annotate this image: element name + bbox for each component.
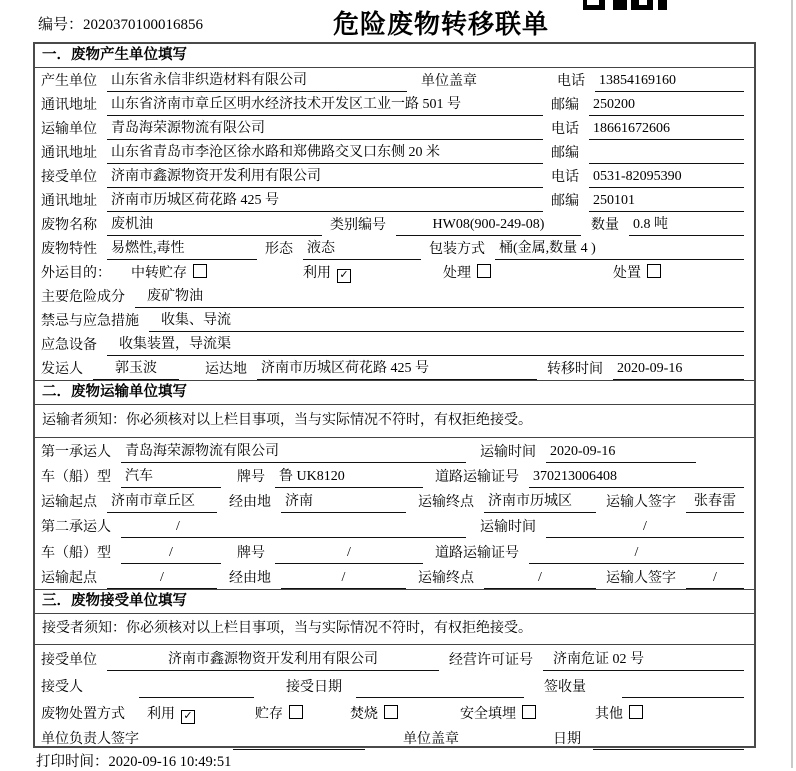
end1-label: 运输终点 [418,495,474,510]
row-carrier2 [35,513,754,538]
plate2-value: / [275,543,423,564]
checkbox-disposal-storage [289,705,303,719]
purpose-option-treatment [443,264,613,284]
time2-label: 运输时间 [480,520,536,535]
person-label: 接受人 [41,680,83,695]
purpose-option-transfer-storage [131,264,303,284]
sign1-label: 运输人签字 [606,495,676,510]
carrier1-label: 第一承运人 [41,445,111,460]
end1-value: 济南市历城区 [484,492,596,513]
equip-value: 收集装置，导流渠 [107,335,744,356]
section2-notice: 运输者须知：你必须核对以上栏目事项，当与实际情况不符时，有权拒绝接受。 [35,405,754,438]
transfer-time-value: 2020-09-16 [613,359,744,380]
cert1-label: 道路运输证号 [435,470,519,485]
checkbox-disposal-other [629,705,643,719]
zip3-label: 邮编 [551,194,579,209]
unit-label: 接受单位 [41,653,97,668]
dest-label: 运达地 [205,362,247,377]
serial-number [38,13,203,34]
waste-name-value: 废机油 [107,215,322,236]
option-label: 处置 [613,266,641,281]
qr-code-fragment-icon [583,0,667,10]
phone2-value: 18661672606 [589,119,744,140]
vtype2-value: / [121,543,221,564]
transfer-time-label: 转移时间 [547,362,603,377]
section3-notice: 接受者须知：你必须核对以上栏目事项，当与实际情况不符时，有权拒绝接受。 [35,614,754,645]
option-label: 利用 [147,707,175,722]
time2-value: / [546,517,744,538]
end2-label: 运输终点 [418,571,474,586]
disposal-option-landfill [460,705,595,725]
row-route1 [35,488,754,513]
cert2-value: / [529,543,744,564]
date2-label: 日期 [553,732,581,747]
scan-edge-line [791,0,793,768]
start2-value: / [107,568,217,589]
serial-value: 2020370100016856 [83,17,204,33]
qty-label: 数量 [591,218,619,233]
row-dispatch [35,356,754,380]
form-label: 形态 [265,242,293,257]
manager-sign-value [233,749,365,750]
manifest-table [33,42,756,748]
carrier2-value: / [121,517,466,538]
sign2-label: 运输人签字 [606,571,676,586]
dispatcher-label: 发运人 [41,362,83,377]
via2-value: / [281,568,406,589]
section3-title: 三．废物接受单位填写 [35,589,754,614]
row-disposal-method [35,698,754,725]
form-value: 液态 [303,239,421,260]
equip-label: 应急设备 [41,338,97,353]
transporter-value: 青岛海荣源物流有限公司 [107,119,543,140]
hazard-label: 主要危险成分 [41,290,125,305]
disposal-option-incineration [350,705,460,725]
row-carrier1 [35,438,754,463]
via1-value: 济南 [281,492,406,513]
print-time-label: 打印时间： [36,754,109,770]
vtype1-label: 车（船）型 [41,470,111,485]
date2-value [593,749,744,750]
start1-value: 济南市章丘区 [107,492,217,513]
zip1-label: 邮编 [551,98,579,113]
row-producer [35,68,754,92]
purpose-option-reuse [303,264,443,284]
receiver-value: 济南市鑫源物资开发利用有限公司 [107,167,543,188]
row-address1 [35,92,754,116]
waste-name-label: 废物名称 [41,218,97,233]
disposal-option-reuse [147,705,255,725]
section2-title: 二．废物运输单位填写 [35,380,754,405]
row-transporter [35,116,754,140]
time1-value: 2020-09-16 [546,442,696,463]
option-label: 其他 [595,707,623,722]
addr1-value: 山东省济南市章丘区明水经济技术开发区工业一路 501 号 [107,95,543,116]
phone1-label: 电话 [557,74,585,89]
sign1-value: 张春雷 [686,492,744,513]
plate1-value: 鲁 UK8120 [275,467,423,488]
purpose-option-disposal [613,264,661,284]
transporter-label: 运输单位 [41,122,97,137]
start2-label: 运输起点 [41,571,97,586]
disposal-option-other [595,705,643,725]
row-vehicle1 [35,463,754,488]
phone1-value: 13854169160 [595,71,744,92]
pack-label: 包装方式 [429,242,485,257]
zip3-value: 250101 [589,191,744,212]
section1-title: 一．废物产生单位填写 [35,44,754,68]
purpose-label: 外运目的： [41,266,111,281]
cert1-value: 370213006408 [529,467,744,488]
checkbox-reuse: ✓ [337,269,351,283]
checkbox-disposal [647,264,661,278]
time1-label: 运输时间 [480,445,536,460]
producer-value: 山东省永信非织造材料有限公司 [107,71,407,92]
checkbox-disposal-reuse: ✓ [181,710,195,724]
pack-value: 桶(金属,数量 4 ) [495,239,744,260]
row-manager-sign [35,725,754,750]
row-purpose [35,260,754,284]
unit-seal-label: 单位盖章 [403,732,459,747]
qty-value: 0.8 吨 [629,215,744,236]
addr2-value: 山东省青岛市李沧区徐水路和郑佛路交叉口东侧 20 米 [107,143,543,164]
row-emergency-equipment [35,332,754,356]
row-waste-traits [35,236,754,260]
plate1-label: 牌号 [237,470,265,485]
producer-label: 产生单位 [41,74,97,89]
start1-label: 运输起点 [41,495,97,510]
row-address2 [35,140,754,164]
end2-value: / [484,568,596,589]
option-label: 焚烧 [350,707,378,722]
sign2-value: / [686,568,744,589]
carrier1-value: 青岛海荣源物流有限公司 [121,442,466,463]
option-label: 中转贮存 [131,266,187,281]
row-receive-person [35,671,754,698]
serial-label: 编号： [38,17,84,33]
dispatcher-value: 郭玉波 [93,359,179,380]
row-address3 [35,188,754,212]
code-label: 类别编号 [330,218,386,233]
row-waste-name [35,212,754,236]
traits-label: 废物特性 [41,242,97,257]
carrier2-label: 第二承运人 [41,520,111,535]
date-label: 接受日期 [286,680,342,695]
option-label: 贮存 [255,707,283,722]
row-taboo [35,308,754,332]
addr3-label: 通讯地址 [41,194,97,209]
option-label: 利用 [303,266,331,281]
license-value: 济南危证 02 号 [543,650,744,671]
plate2-label: 牌号 [237,546,265,561]
print-time-value: 2020-09-16 10:49:51 [108,754,232,770]
zip2-label: 邮编 [551,146,579,161]
checkbox-transfer-storage [193,264,207,278]
row-receiver [35,164,754,188]
phone3-value: 0531-82095390 [589,167,744,188]
checkbox-disposal-incineration [384,705,398,719]
traits-value: 易燃性,毒性 [107,239,257,260]
row-receive-unit [35,645,754,671]
taboo-label: 禁忌与应急措施 [41,314,139,329]
manager-sign-label: 单位负责人签字 [41,732,139,747]
addr3-value: 济南市历城区荷花路 425 号 [107,191,543,212]
receiver-label: 接受单位 [41,170,97,185]
via2-label: 经由地 [229,571,271,586]
row-vehicle2 [35,538,754,564]
unit-value: 济南市鑫源物资开发利用有限公司 [107,650,439,671]
addr2-label: 通讯地址 [41,146,97,161]
cert2-label: 道路运输证号 [435,546,519,561]
row-route2 [35,564,754,589]
option-label: 安全填埋 [460,707,516,722]
phone2-label: 电话 [551,122,579,137]
vtype2-label: 车（船）型 [41,546,111,561]
disposal-option-storage [255,705,350,725]
dest-value: 济南市历城区荷花路 425 号 [257,359,537,380]
code-value: HW08(900-249-08) [396,215,581,236]
checkbox-disposal-landfill [522,705,536,719]
checkbox-treatment [477,264,491,278]
via1-label: 经由地 [229,495,271,510]
vtype1-value: 汽车 [121,467,221,488]
option-label: 处理 [443,266,471,281]
seal-label: 单位盖章 [421,74,477,89]
phone3-label: 电话 [551,170,579,185]
hazard-value: 废矿物油 [135,287,744,308]
row-hazard [35,284,754,308]
addr1-label: 通讯地址 [41,98,97,113]
page-title: 危险废物转移联单 [333,10,550,39]
disposal-label: 废物处置方式 [41,707,125,722]
zip1-value: 250200 [589,95,744,116]
license-label: 经营许可证号 [449,653,533,668]
taboo-value: 收集、导流 [149,311,744,332]
received-qty-label: 签收量 [544,680,586,695]
